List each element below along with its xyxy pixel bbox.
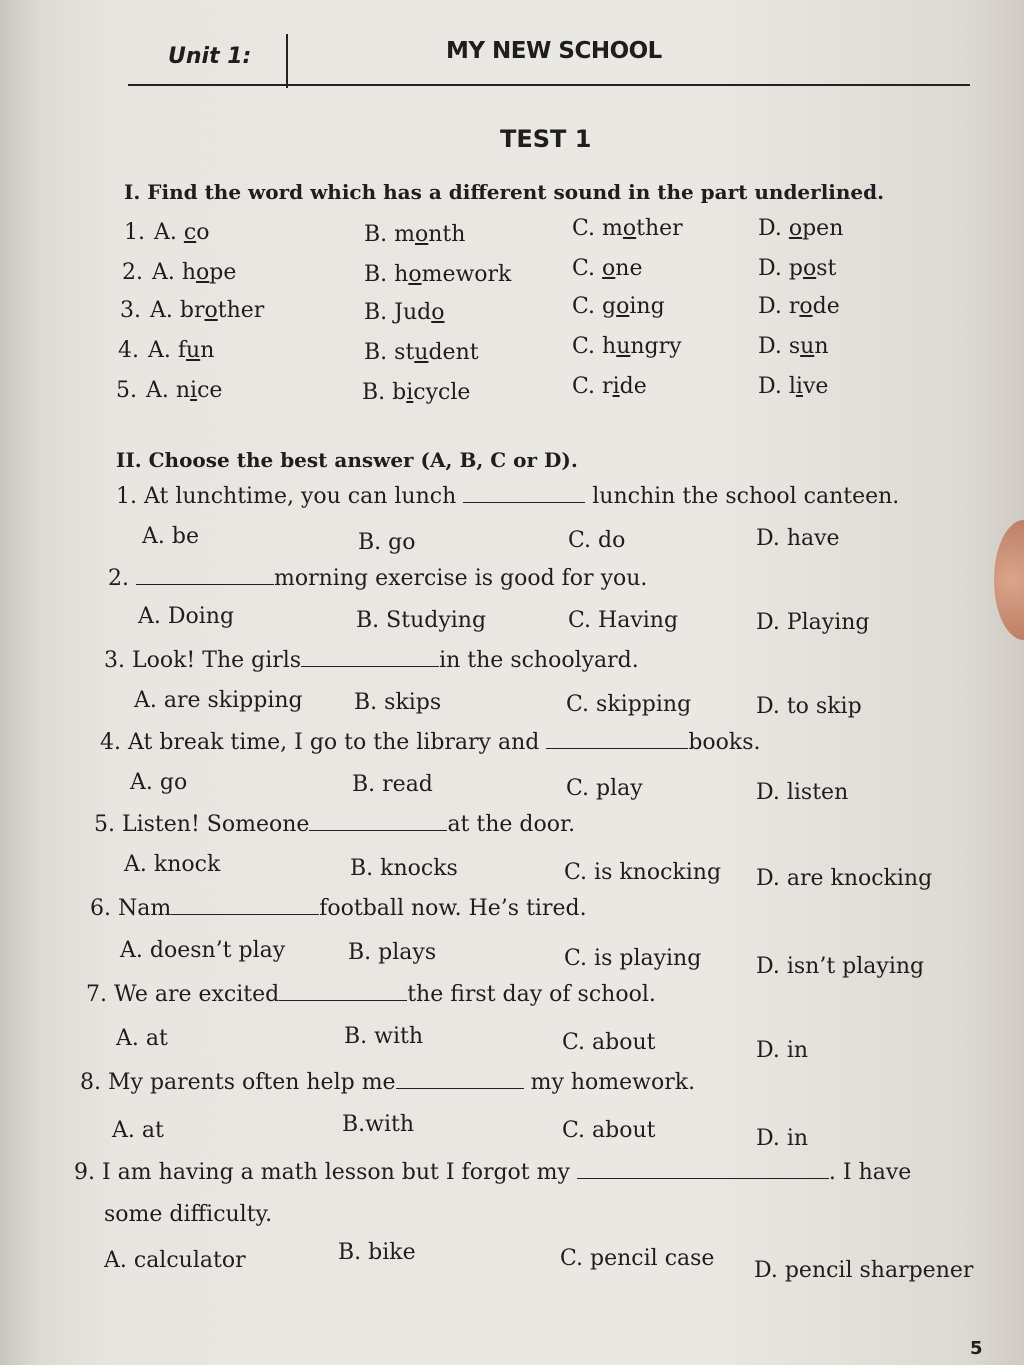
underlined-letter: o xyxy=(616,294,630,319)
q2-stem xyxy=(108,566,647,591)
q7-post: the first day of school. xyxy=(407,982,656,1007)
q6-option-a: A. doesn’t play xyxy=(120,938,286,963)
q4-blank xyxy=(546,747,688,749)
underlined-letter: o xyxy=(802,256,817,281)
q1-option-b: B. go xyxy=(358,530,416,555)
q8-stem xyxy=(80,1070,695,1095)
q2-number: 2. xyxy=(108,566,129,591)
q1-option-c: C. do xyxy=(568,528,626,553)
q4-option-d: D. listen xyxy=(756,780,849,805)
q3-pre: Look! The girls xyxy=(132,648,302,673)
q1-blank xyxy=(463,501,585,503)
q6-pre: Nam xyxy=(118,896,172,921)
s1-q1-option-d: D. open xyxy=(758,216,844,241)
q4-option-b: B. read xyxy=(352,772,433,797)
underlined-letter: i xyxy=(190,378,198,403)
q3-option-c: C. skipping xyxy=(566,692,692,717)
q2-option-a: A. Doing xyxy=(138,604,235,629)
q8-post: my homework. xyxy=(530,1070,696,1095)
q9-option-b: B. bike xyxy=(338,1240,416,1265)
s1-q2-option-c: C. one xyxy=(572,256,643,281)
underlined-letter: o xyxy=(602,256,616,281)
q9-pre: I am having a math lesson but I forgot my xyxy=(102,1160,570,1185)
q4-option-a: A. go xyxy=(130,770,188,795)
s1-q3-option-d: D. rode xyxy=(758,294,840,319)
s1-q2-option-a: A. hope xyxy=(152,260,237,285)
q1-stem xyxy=(116,484,899,509)
header-divider xyxy=(286,34,288,88)
q7-number: 7. xyxy=(86,982,107,1007)
s1-q5-option-c: C. ride xyxy=(572,374,647,399)
q9-option-d: D. pencil sharpener xyxy=(754,1258,974,1283)
s1-q5-number: 5. xyxy=(116,378,137,403)
q5-option-d: D. are knocking xyxy=(756,866,933,891)
q5-option-a: A. knock xyxy=(124,852,221,877)
q2-option-d: D. Playing xyxy=(756,610,870,635)
q8-number: 8. xyxy=(80,1070,101,1095)
q7-option-c: C. about xyxy=(562,1030,656,1055)
q9-post: . I have xyxy=(828,1160,912,1185)
q4-pre: At break time, I go to the library and xyxy=(128,730,540,755)
q4-stem xyxy=(100,730,761,755)
underlined-letter: o xyxy=(431,300,445,325)
underlined-letter: o xyxy=(408,262,422,287)
q7-pre: We are excited xyxy=(114,982,280,1007)
q1-option-a: A. be xyxy=(142,524,199,549)
q6-stem xyxy=(90,896,587,921)
q9-option-a: A. calculator xyxy=(104,1248,246,1273)
q5-option-b: B. knocks xyxy=(350,856,458,881)
s1-q4-option-c: C. hungry xyxy=(572,334,682,359)
s1-q3-option-a: A. brother xyxy=(150,298,265,323)
underlined-letter: u xyxy=(800,334,815,359)
q8-pre: My parents often help me xyxy=(108,1070,396,1095)
q8-option-c: C. about xyxy=(562,1118,656,1143)
q8-option-b: B.with xyxy=(342,1112,415,1137)
q9-blank xyxy=(577,1177,829,1179)
s1-q3-option-c: C. going xyxy=(572,294,665,319)
q5-number: 5. xyxy=(94,812,115,837)
underlined-letter: c xyxy=(183,220,197,245)
q5-option-c: C. is knocking xyxy=(564,860,722,885)
unit-title: MY NEW SCHOOL xyxy=(446,38,662,64)
q5-post: at the door. xyxy=(447,812,576,837)
thumb-shadow xyxy=(994,520,1024,640)
q7-option-a: A. at xyxy=(116,1026,168,1051)
q1-post: lunchin the school canteen. xyxy=(592,484,900,509)
q7-blank xyxy=(279,999,407,1001)
header-rule xyxy=(128,84,970,86)
underlined-letter: o xyxy=(799,294,813,319)
underlined-letter: o xyxy=(196,260,210,285)
underlined-letter: o xyxy=(788,216,803,241)
q9-option-c: C. pencil case xyxy=(560,1246,715,1271)
q2-option-c: C. Having xyxy=(568,608,679,633)
q3-option-a: A. are skipping xyxy=(134,688,303,713)
q6-option-c: C. is playing xyxy=(564,946,702,971)
q6-number: 6. xyxy=(90,896,111,921)
q3-number: 3. xyxy=(104,648,125,673)
underlined-letter: o xyxy=(415,222,429,247)
q4-option-c: C. play xyxy=(566,776,643,801)
underlined-letter: i xyxy=(612,374,620,399)
s1-q1-option-a: A. co xyxy=(154,220,210,245)
test-title: TEST 1 xyxy=(500,125,592,153)
q6-option-b: B. plays xyxy=(348,940,437,965)
underlined-letter: i xyxy=(795,374,803,399)
unit-label: Unit 1: xyxy=(168,44,252,69)
q4-post: books. xyxy=(688,730,761,755)
q5-pre: Listen! Someone xyxy=(122,812,310,837)
q4-number: 4. xyxy=(100,730,121,755)
q1-option-d: D. have xyxy=(756,526,840,551)
s1-q1-option-b: B. month xyxy=(364,222,466,247)
q2-blank xyxy=(136,583,274,585)
q5-blank xyxy=(309,829,447,831)
s1-q2-option-b: B. homework xyxy=(364,262,512,287)
page-number: 5 xyxy=(970,1338,983,1359)
section1-title: I. Find the word which has a different sound in the part underlined. xyxy=(124,180,885,204)
underlined-letter: u xyxy=(186,338,201,363)
q3-stem xyxy=(104,648,639,673)
q1-number: 1. xyxy=(116,484,137,509)
underlined-letter: o xyxy=(204,298,218,323)
s1-q4-option-d: D. sun xyxy=(758,334,829,359)
q9-number: 9. xyxy=(74,1160,95,1185)
q3-blank xyxy=(301,665,439,667)
q8-blank xyxy=(396,1087,524,1089)
q2-option-b: B. Studying xyxy=(356,608,487,633)
s1-q1-option-c: C. mother xyxy=(572,216,683,241)
q7-stem xyxy=(86,982,656,1007)
q6-option-d: D. isn’t playing xyxy=(756,954,925,979)
underlined-letter: o xyxy=(622,216,637,241)
q1-pre: At lunchtime, you can lunch xyxy=(144,484,457,509)
q7-option-b: B. with xyxy=(344,1024,424,1049)
q3-post: in the schoolyard. xyxy=(439,648,639,673)
s1-q3-option-b: B. Judo xyxy=(364,300,445,325)
q2-post: morning exercise is good for you. xyxy=(274,566,648,591)
q6-blank xyxy=(171,913,319,915)
q6-post: football now. He’s tired. xyxy=(319,896,587,921)
q3-option-d: D. to skip xyxy=(756,694,862,719)
s1-q4-number: 4. xyxy=(118,338,139,363)
q8-option-a: A. at xyxy=(112,1118,164,1143)
q7-option-d: D. in xyxy=(756,1038,809,1063)
q3-option-b: B. skips xyxy=(354,690,442,715)
s1-q3-number: 3. xyxy=(120,298,141,323)
s1-q5-option-a: A. nice xyxy=(146,378,223,403)
section2-title: II. Choose the best answer (A, B, C or D). xyxy=(116,448,578,472)
s1-q1-number: 1. xyxy=(124,220,145,245)
s1-q2-number: 2. xyxy=(122,260,143,285)
q9-stem xyxy=(74,1160,911,1185)
q5-stem xyxy=(94,812,575,837)
q9-stem-cont: some difficulty. xyxy=(104,1202,273,1227)
s1-q5-option-d: D. live xyxy=(758,374,829,399)
s1-q5-option-b: B. bicycle xyxy=(362,380,471,405)
q8-option-d: D. in xyxy=(756,1126,809,1151)
s1-q4-option-a: A. fun xyxy=(148,338,215,363)
underlined-letter: u xyxy=(414,340,429,365)
s1-q2-option-d: D. post xyxy=(758,256,837,281)
underlined-letter: u xyxy=(616,334,631,359)
underlined-letter: i xyxy=(406,380,414,405)
s1-q4-option-b: B. student xyxy=(364,340,479,365)
